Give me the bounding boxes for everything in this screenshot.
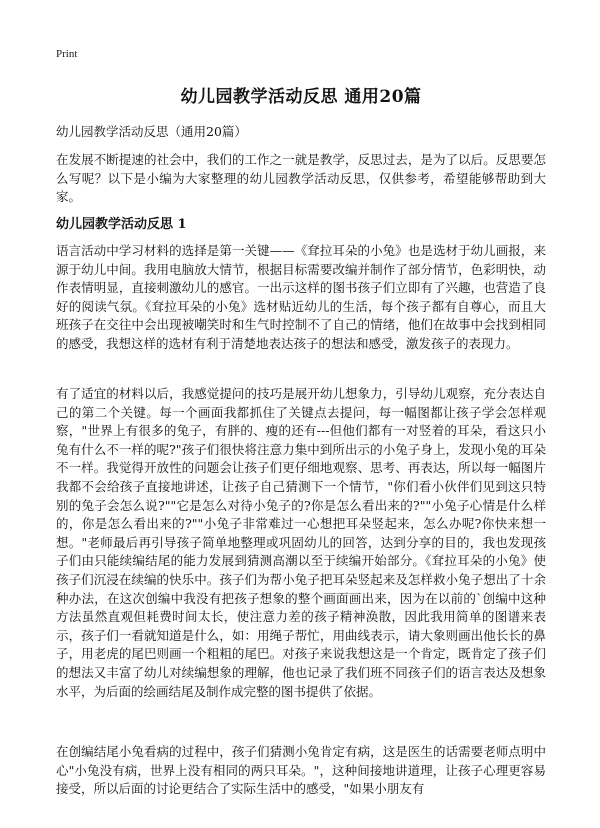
body-paragraph: 有了适宜的材料以后，我感觉提问的技巧是展开幼儿想象力，引导幼儿观察，充分表达自己的第二个关键。每一个画面我都抓住了关键点去提问，每一幅图都让孩子学会怎样观察，"世界上有很多的兔子，有胖的、瘦的还有---但他们都有一对竖着的耳朵，看这只小兔有什么不一样的呢?"孩子们很快将注意力集中到所出示的小兔子身上，发现小兔的耳朵不一样。我觉得开放性的问题会让孩子们更仔细地观察、思考、再表达，所以每一幅图片我都不会给孩子直接地讲述，让孩子自己猜测下一个情节，"你们看小伙伴们见到这只特别的兔子会怎么说?""它是怎么对待小兔子的?你是怎么看出来的?""小兔子心情是什么样的，你是怎么看出来的?""小兔子非常难过一心想把耳朵竖起来，怎么办呢?你快来想一想。"老师最后再引导孩子简单地整理或巩固幼儿的回答，达到分享的目的，我也发现孩子们由只能续编结尾的能力发展到猜测高潮以至于续编开始部分。《耷拉耳朵的小兔》使孩子们沉浸在续编的快乐中。孩子们为帮小兔子把耳朵竖起来及怎样救小兔子想出了十余种办法，在这次创编中我没有把孩子想象的整个画面画出来，因为在以前的`创编中这种方法虽然直观但耗费时间太长，使注意力差的孩子精神涣散，因此我用简单的图谱来表示，孩子们一看就知道是什么，如：用绳子帮忙，用曲线表示，请大象则画出他长长的鼻子，用老虎的尾巴则画一个粗粗的尾巴。对孩子来说我想这是一个肯定，既肯定了孩子们的想法又丰富了幼儿对续编想象的理解，他也记录了我们班不同孩子们的语言表达及想象水平，为后面的绘画结尾及制作成完整的图书提供了依据。: [56, 386, 546, 699]
intro-paragraph: 在发展不断提速的社会中，我们的工作之一就是教学，反思过去，是为了以后。反思要怎么写呢？以下是小编为大家整理的幼儿园教学活动反思，仅供参考，希望能够帮助到大家。: [56, 152, 546, 205]
print-label[interactable]: Print: [56, 48, 78, 60]
section-heading: 幼儿园教学活动反思 1: [56, 217, 187, 232]
document-title: 幼儿园教学活动反思 通用20篇: [180, 87, 422, 107]
document-subtitle: 幼儿园教学活动反思（通用20篇）: [56, 124, 247, 139]
body-paragraph: 语言活动中学习材料的选择是第一关键——《耷拉耳朵的小兔》也是选材于幼儿画报，来源于幼儿中间。我用电脑放大情节，根据目标需要改编并制作了部分情节，色彩明快，动作表情明显，直接刺激幼儿的感官。一出示这样的图书孩子们立即有了兴趣，也营造了良好的阅读气氛。《耷拉耳朵的小兔》选材贴近幼儿的生活，每个孩子都有自尊心，而且大班孩子在交往中会出现被嘲笑时和生气时控制不了自己的情绪，他们在故事中会找到相同的感受，我想这样的选材有利于清楚地表达孩子的想法和感受，激发孩子的表现力。: [56, 243, 546, 351]
body-paragraph: 在创编结尾小兔看病的过程中，孩子们猜测小兔肯定有病，这是医生的话需要老师点明中心"小兔没有病，世界上没有相同的两只耳朵。"，这种间接地讲道理，让孩子心理更容易接受，所以后面的讨论更结合了实际生活中的感受，"如果小朋友有: [56, 744, 546, 797]
